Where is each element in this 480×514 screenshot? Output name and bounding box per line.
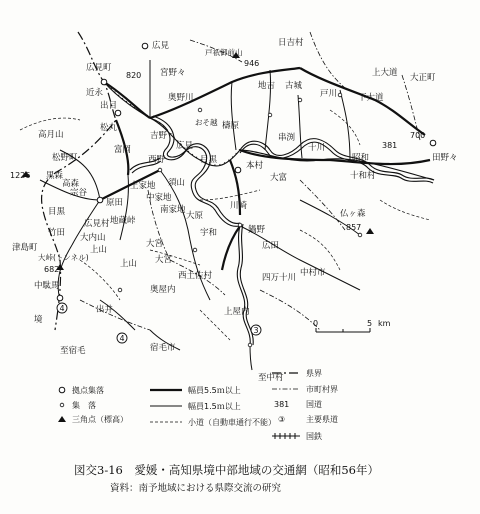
legend-muni-border: 市町村界 — [306, 385, 338, 394]
label-showa: 昭和 — [352, 153, 370, 163]
label-hiyoshi: 日吉村 — [278, 38, 304, 48]
label-matsuno-town: 松野町 — [52, 153, 78, 163]
label-820: 820 — [126, 71, 142, 80]
legend-national-no: 381 — [274, 400, 290, 409]
scale-unit: km — [378, 319, 391, 328]
label-nishino: 西野 — [148, 155, 166, 165]
legend-triangle: 三角点（標高） — [72, 415, 128, 424]
label-shimoohzu: 下大道 — [358, 93, 384, 103]
label-to-sukumo: 至宿毛 — [60, 346, 86, 356]
scale-five: 5 — [367, 319, 373, 328]
label-chigomi: 地吉 — [258, 81, 276, 91]
scale-zero: 0 — [313, 319, 319, 328]
route-4-label: 4 — [59, 304, 65, 313]
label-hiromi-village: 広見村 — [84, 219, 110, 229]
label-kamiyaji: 上家地 — [130, 181, 156, 191]
label-meguro: 目黒 — [48, 207, 66, 217]
label-hiromi-2: 広見 — [176, 141, 194, 151]
label-tomioka: 富岡 — [114, 145, 132, 155]
label-matsumaru: 松丸 — [100, 123, 118, 133]
legend-pref-border: 県界 — [306, 369, 322, 378]
label-otomi: 大富 — [270, 173, 288, 183]
label-kushibuchi: 串渕 — [278, 133, 296, 143]
label-nishitosa-village: 西土佐村 — [178, 271, 213, 281]
label-minami-yaji: 南家地 — [160, 205, 186, 215]
label-dei: 出井 — [96, 305, 114, 315]
label-togawa: 戸川 — [320, 89, 338, 99]
label-sakai: 境 — [34, 315, 43, 325]
figure-caption: 図交3-16 愛媛・高知県境中部地域の交通網（昭和56年） — [74, 463, 379, 477]
label-to-nakamura: 至中村 — [258, 373, 284, 383]
place-labels — [10, 37, 458, 383]
legend — [58, 369, 338, 441]
label-soya: 宗谷 — [70, 188, 88, 198]
legend-village: 集 落 — [72, 401, 96, 410]
label-1226: 1226 — [10, 171, 31, 180]
label-381: 381 — [382, 141, 398, 150]
label-furugi: 古城 — [285, 81, 303, 91]
label-hongo: 本村 — [246, 161, 264, 171]
label-kamiyanai: 上屋内 — [224, 307, 250, 317]
label-takatsukiyama: 高月山 — [38, 130, 64, 140]
label-taisho-town: 大正町 — [410, 73, 436, 83]
label-946: 946 — [244, 59, 260, 68]
label-hiromi: 広見 — [152, 41, 170, 51]
label-yusuhara: 檮原 — [222, 121, 240, 131]
label-okunogawa: 奥野川 — [168, 93, 194, 103]
label-tsushima-town: 津島町 — [12, 243, 38, 253]
label-tonomoto: 戸祇御前山 — [205, 48, 243, 57]
label-deme: 出目 — [100, 101, 118, 111]
label-tokawa: 十川 — [308, 143, 326, 153]
label-otoge-tunnel: 大峠(トンネル) — [38, 253, 89, 262]
label-chikanaga: 近永 — [86, 88, 104, 98]
legend-rail: 国鉄 — [306, 432, 322, 441]
label-kawasaki: 川崎 — [230, 201, 248, 211]
label-hirota: 広田 — [262, 241, 280, 251]
legend-hub: 拠点集落 — [72, 386, 104, 395]
label-ouchiyama: 大内山 — [80, 233, 106, 243]
label-682: 682 — [44, 265, 60, 274]
label-kamiohzu: 上大道 — [372, 68, 398, 78]
legend-narrow-road: 幅員1.5ｍ以上 — [188, 402, 241, 411]
route-3-label: 3 — [253, 326, 259, 335]
legend-wide-road: 幅員5.5ｍ以上 — [188, 386, 241, 395]
label-hotokegamori: 仏ヶ森 — [340, 209, 366, 219]
label-uwa: 宇和 — [200, 228, 218, 238]
label-takeda: 竹田 — [48, 228, 66, 238]
label-tanono: 田野々 — [432, 153, 458, 163]
label-700: 700 — [410, 131, 426, 140]
label-okuyanai: 奥屋内 — [150, 285, 176, 295]
label-jizo-pass: 地蔵峠 — [110, 216, 136, 226]
figure-source: 資料：南予地域における県際交流の研究 — [110, 483, 282, 494]
route-4-label-b: 4 — [119, 334, 125, 343]
scale-bar — [313, 319, 391, 332]
label-ohara: 大原 — [186, 211, 204, 221]
label-nabeno: 鍋野 — [248, 225, 266, 235]
label-towa-village: 十和村 — [350, 171, 376, 181]
label-naka-yaji: 中家地 — [146, 193, 172, 203]
label-nakadaba: 中駄馬 — [34, 281, 60, 291]
legend-main-no: ③ — [278, 415, 286, 424]
label-sukumo-city: 宿毛市 — [150, 343, 176, 353]
label-nakamura-city: 中村市 — [300, 268, 326, 278]
label-meguro-2: 目黒 — [200, 155, 218, 165]
label-omiya-2: 大宮 — [155, 255, 173, 265]
label-kamiyama-2: 上山 — [120, 259, 138, 269]
borders — [42, 32, 420, 330]
legend-main-road: 主要県道 — [306, 415, 338, 424]
label-yoshino: 吉野 — [150, 131, 168, 141]
label-suyama: 須山 — [168, 178, 186, 188]
label-osogoe: おそ越 — [195, 118, 218, 127]
label-harada: 原田 — [106, 198, 124, 208]
label-miyanono: 宮野々 — [160, 68, 186, 78]
legend-national: 国道 — [306, 400, 322, 409]
label-kamiyama: 上山 — [90, 245, 108, 255]
legend-path: 小道（自動車通行不能） — [188, 418, 276, 427]
label-857: 857 — [346, 223, 362, 232]
label-hiromi-town: 広見町 — [86, 63, 112, 73]
label-takamori: 高森 — [62, 179, 80, 189]
label-omiya: 大宮 — [146, 239, 164, 249]
label-shimanto-river: 四万十川 — [262, 273, 297, 283]
label-kuromori: 黒森 — [46, 171, 64, 181]
